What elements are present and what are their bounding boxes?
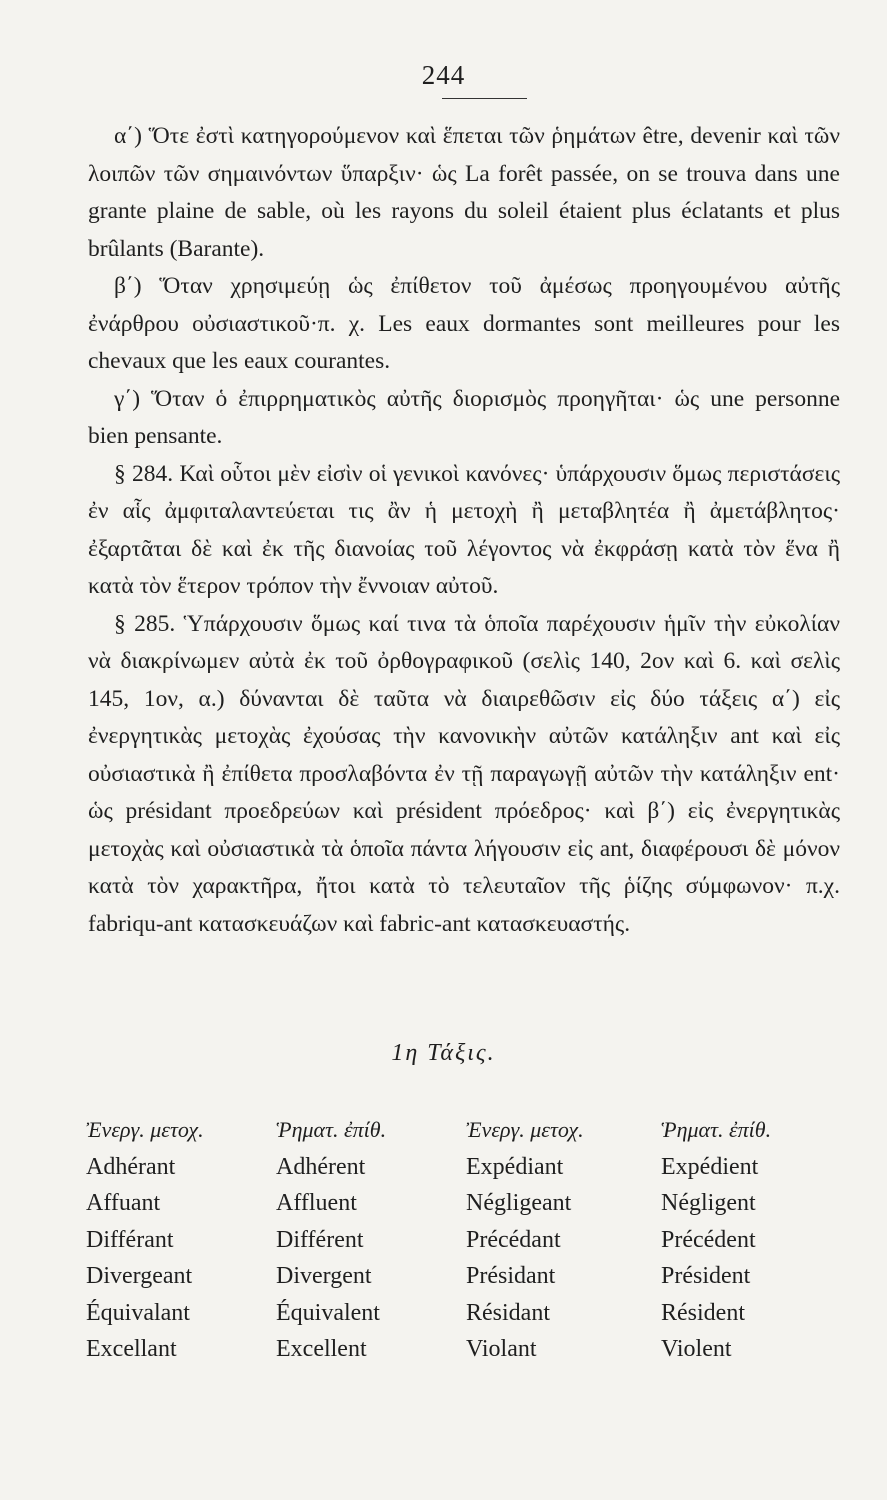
table-cell: Négligeant [466,1190,572,1216]
table-cell: Présidant [466,1263,556,1289]
paragraph-alpha: α΄) Ὅτε ἐστὶ κατηγορούμενον καὶ ἕπεται τῶν ῥημάτων être, devenir καὶ τῶν λοιπῶν τῶν σημαινόντων ὕπαρξιν· ὡς La forêt passée, on se trouva dans une grante plaine de sable, où les rayons du soleil étaient plus éclatants et plus brûlants (Barante). [88,123,840,262]
table-column-4 [661,1112,771,1368]
paragraph-section-285: § 285. Ὑπάρχουσιν ὅμως καί τινα τὰ ὁποῖα παρέχουσιν ἡμῖν τὴν εὐκολίαν νὰ διακρίνωμεν αὐτὰ ἐκ τοῦ ὀρθογραφικοῦ (σελὶς 140, 2ον καὶ 6. καὶ σελὶς 145, 1ον, α.) δύνανται δὲ ταῦτα νὰ διαιρεθῶσιν εἰς δύο τάξεις α΄) εἰς ἐνεργητικὰς μετοχὰς ἐχούσας τὴν κανονικὴν αὐτῶν κατάληξιν ant καὶ εἰς οὐσιαστικὰ ἢ ἐπίθετα προσλαβόντα ἐν τῇ παραγωγῇ αὐτῶν τὴν κατάληξιν ent· ὡς présidant προεδρεύων καὶ président πρόεδρος· καὶ β΄) εἰς ἐνεργητικὰς μετοχὰς καὶ οὐσιαστικὰ τὰ ὁποῖα πάντα λήγουσιν εἰς ant, διαφέρουσι δὲ μόνον κατὰ τὸν χαρακτῆρα, ἤτοι κατὰ τὸ τελευταῖον τῆς ῥίζης σύμφωνον· π.χ. fabriqu-ant κατασκευάζων καὶ fabric-ant κατασκευαστής. [88,610,840,937]
table-cell: Violent [661,1336,732,1362]
table-cell: Adhérent [276,1153,366,1180]
paragraph-section-284: § 284. Καὶ οὗτοι μὲν εἰσὶν οἱ γενικοὶ κανόνες· ὑπάρχουσιν ὅμως περιστάσεις ἐν αἷς ἀμφιταλαντεύεται τις ἂν ἡ μετοχὴ ἢ μεταβλητέα ἢ ἀμετάβλητος· ἐξαρτᾶται δὲ καὶ ἐκ τῆς διανοίας τοῦ λέγοντος νὰ ἐκφράσῃ κατὰ τὸν ἕνα ἢ κατὰ τὸν ἕτερον τρόπον τὴν ἔννοιαν αὐτοῦ. [88,460,840,599]
table-cell: Expédiant [466,1153,564,1180]
table-cell: Divergeant [86,1263,193,1289]
column-header: Ἐνεργ. μετοχ. [466,1117,584,1142]
table-cell: Précédent [661,1226,756,1253]
table-cell: Affuant [86,1190,161,1216]
table-cell: Négligent [661,1190,756,1216]
table-cell: Équivalent [276,1299,380,1326]
column-header: Ἐνεργ. μετοχ. [86,1117,204,1142]
table-cell: Résidant [466,1299,550,1326]
table-cell: Différant [86,1226,174,1253]
body-text [88,118,840,943]
table-cell: Violant [466,1336,537,1362]
table-column-2 [276,1112,386,1368]
table-cell: Divergent [276,1263,372,1289]
table-cell: Précédant [466,1226,561,1253]
paragraph-beta: β΄) Ὅταν χρησιμεύῃ ὡς ἐπίθετον τοῦ ἀμέσως προηγουμένου αὐτῆς ἐνάρθρου οὐσιαστικοῦ·π. χ. Les eaux dormantes sont meilleures pour les chevaux que les eaux courantes. [88,273,840,374]
column-header: Ῥηματ. ἐπίθ. [276,1117,387,1142]
table-column-1 [86,1112,204,1368]
table-cell: Résident [661,1299,745,1326]
table-cell: Expédient [661,1153,759,1180]
table-cell: Différent [276,1226,364,1253]
column-header: Ῥηματ. ἐπίθ. [661,1117,772,1142]
page-number: 244 [421,60,466,90]
table-cell: Excellent [276,1336,367,1362]
table-cell: Président [661,1263,751,1289]
table-cell: Adhérant [86,1153,176,1180]
header-rule [442,98,527,99]
table-column-3 [466,1112,584,1368]
section-subtitle: 1η Τάξις. [391,1040,496,1066]
table-cell: Excellant [86,1336,177,1362]
paragraph-gamma: γ΄) Ὅταν ὁ ἐπιρρηματικὸς αὐτῆς διορισμὸς προηγῆται· ὡς une personne bien pensante. [88,385,840,449]
table-cell: Affluent [276,1190,357,1216]
table-cell: Équivalant [86,1299,190,1326]
